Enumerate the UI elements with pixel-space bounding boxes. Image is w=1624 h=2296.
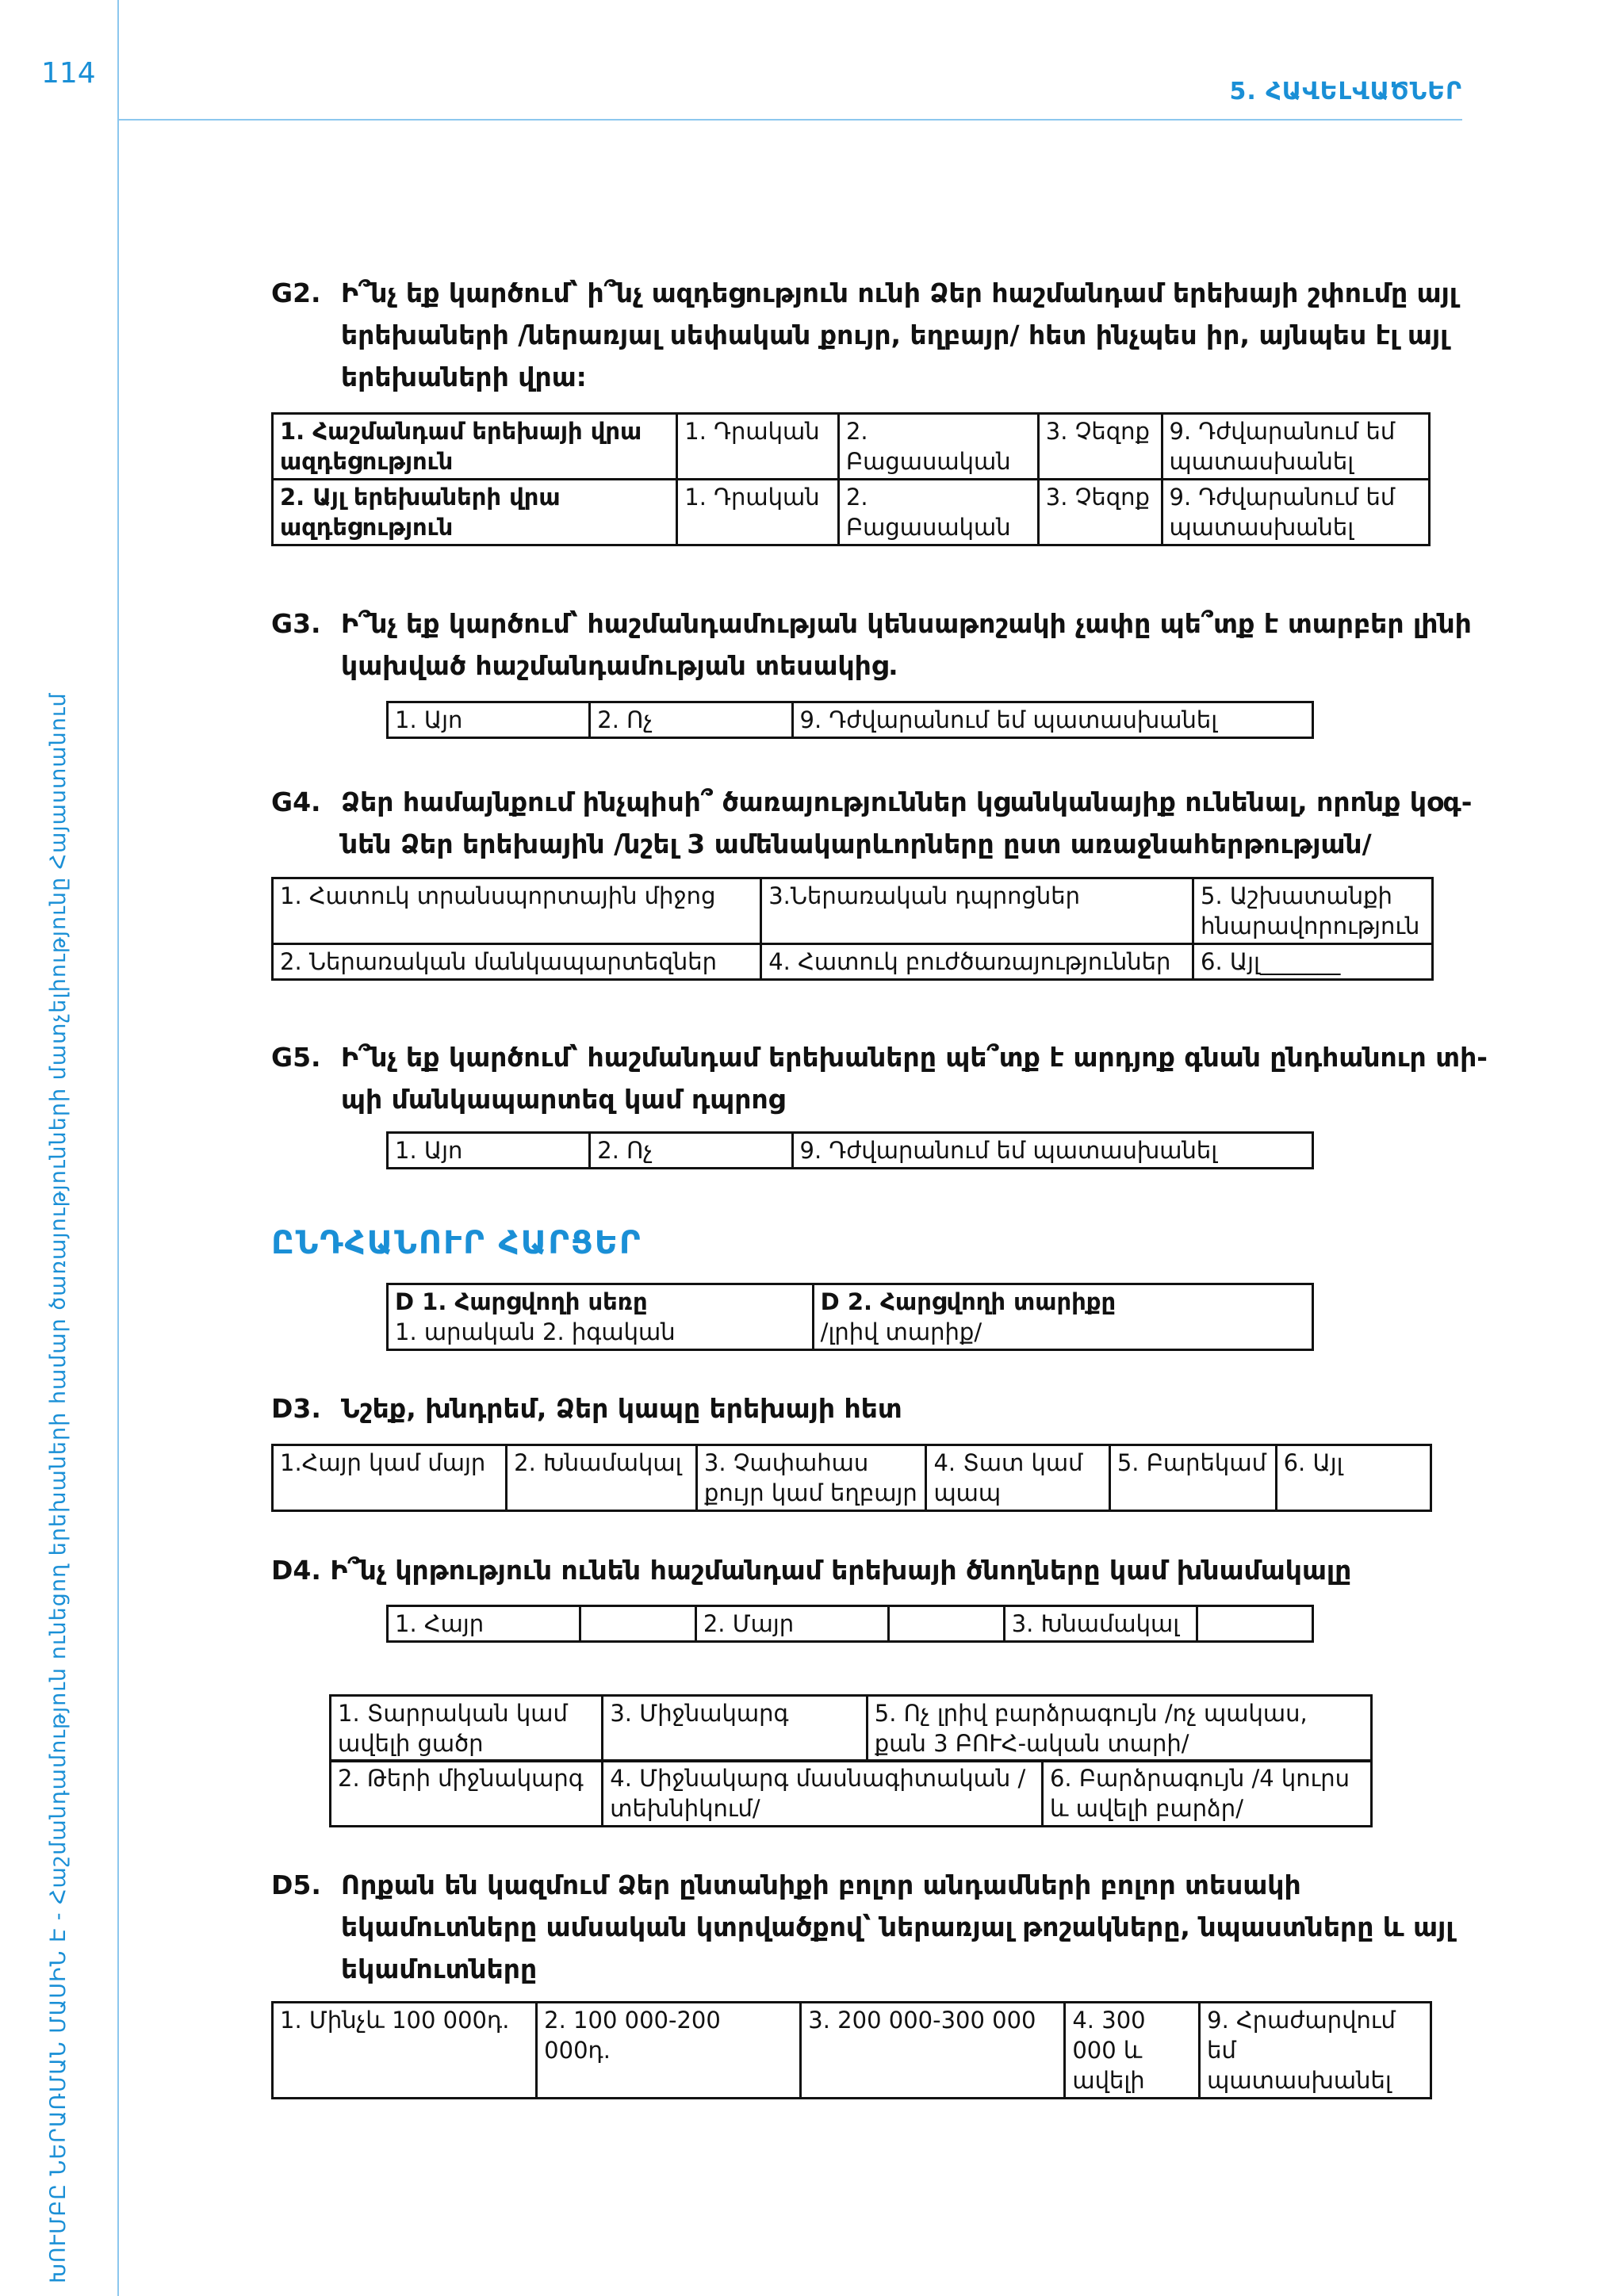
d1-cell [388,1284,814,1350]
answer-box[interactable] [889,1606,1004,1642]
question-text: Նշեք, խնդրեմ, Ձեր կապը երեխայի հետ [341,1393,902,1424]
question-number: G3. [271,608,321,639]
answer-option[interactable]: 3. Չեզոք [1038,480,1162,545]
answer-option[interactable]: 3. Չափահաս քույր կամ եղբայր [696,1445,926,1511]
table-g2 [271,412,1431,546]
table-row [273,480,1430,545]
answer-option[interactable]: 3. 200 000-300 000 [801,2003,1065,2099]
answer-option[interactable]: 2. Բացասական [838,480,1038,545]
d1-title: D 1. Հարցվողի սեռը [395,1288,648,1315]
table-d5 [271,2001,1432,2099]
answer-option[interactable]: 1. Դրական [677,480,839,545]
answer-option[interactable]: 3.Ներառական դպրոցներ [761,878,1193,944]
answer-box[interactable] [1197,1606,1313,1642]
answer-option[interactable]: 5. Ոչ լրիվ բարձրագույն /ոչ պակաս, քան 3 ԲՈՒՀ-ական տարի/ [867,1696,1371,1762]
question-g4 [271,781,1499,865]
general-questions-heading: ԸՆԴՀԱՆՈՒՐ ՀԱՐՑԵՐ [271,1225,642,1261]
table-row [273,878,1433,944]
table-row [331,1696,1372,1762]
table-row [273,414,1430,480]
answer-option[interactable]: 2. Ներառական մանկապարտեզներ [273,944,761,980]
table-g3 [386,701,1314,739]
answer-option[interactable]: 1. Տարրական կամ ավելի ցածր [331,1696,603,1762]
answer-option[interactable]: 2. Խնամակալ [507,1445,697,1511]
person-label: 3. Խնամակալ [1004,1606,1197,1642]
question-number: D5. [271,1869,321,1900]
table-d3 [271,1444,1432,1512]
question-d5 [271,1864,1499,1990]
table-g5 [386,1131,1314,1169]
side-running-title: ԽՈՒՄԲԸ ՆԵՐԱՌՄԱՆ ՄԱՍԻՆ Է - Հաշմանդամություն ունեցող երեխաների համար ծառայությունների մատչելիությունը Հայաստանում [46,692,71,2283]
table-row [273,1445,1431,1511]
page-number: 114 [41,57,96,90]
question-text: Ի՞նչ եք կարծում՝ հաշմանդամ երեխաները պե՞տք է արդյոք գնան ընդհանուր տի- պի մանկապարտեզ կամ դպրոց [341,1042,1488,1115]
person-label: 2. Մայր [695,1606,888,1642]
d2-options[interactable]: /լրիվ տարիք/ [820,1318,982,1345]
table-d4-levels-row2 [329,1759,1373,1827]
answer-option[interactable]: 4. Միջնակարգ մասնագիտական /տեխնիկում/ [603,1761,1043,1827]
answer-option[interactable]: 4. 300 000 և ավելի [1065,2003,1200,2099]
table-cell: 1. Հաշմանդամ երեխայի վրա ազդեցություն [273,414,677,480]
table-row [273,2003,1431,2099]
answer-option[interactable]: 2. Թերի միջնակարգ [331,1761,603,1827]
answer-option[interactable]: 4. Հատուկ բուժծառայություններ [761,944,1193,980]
answer-option[interactable]: 9. Դժվարանում եմ պատասխանել [1162,414,1430,480]
table-d1-d2 [386,1283,1314,1351]
answer-option[interactable]: 2. Բացասական [838,414,1038,480]
answer-option[interactable]: 1.Հայր կամ մայր [273,1445,507,1511]
section-header: 5. ՀԱՎԵԼՎԱԾՆԵՐ [1229,78,1462,105]
d1-options[interactable]: 1. արական 2. իգական [395,1318,676,1345]
answer-option[interactable]: 3. Չեզոք [1038,414,1162,480]
answer-option[interactable]: 9. Դժվարանում եմ պատասխանել [792,1133,1313,1169]
table-row [331,1761,1372,1827]
answer-option[interactable]: 6. Բարձրագույն /4 կուրս և ավելի բարձր/ [1042,1761,1371,1827]
table-row [388,702,1313,738]
answer-option[interactable]: 3. Միջնակարգ [603,1696,867,1762]
question-d3 [271,1387,1499,1429]
left-margin-rule [117,0,119,2296]
d2-title: D 2. Հարցվողի տարիքը [820,1288,1116,1315]
answer-option[interactable]: 2. 100 000-200 000դ. [537,2003,801,2099]
question-g2 [271,272,1499,398]
answer-option[interactable]: 5. Բարեկամ [1109,1445,1276,1511]
question-number: D3. [271,1393,321,1424]
answer-option[interactable]: 6. Այլ [1276,1445,1431,1511]
answer-option[interactable]: 4. Տատ կամ պապ [926,1445,1109,1511]
question-text: D4. Ի՞նչ կրթություն ունեն հաշմանդամ երեխայի ծնողները կամ խնամակալը [271,1555,1352,1586]
d2-cell [813,1284,1312,1350]
table-g4 [271,877,1434,981]
header-rule [117,119,1462,121]
table-row [388,1606,1313,1642]
answer-option[interactable]: 6. Այլ_______ [1193,944,1433,980]
table-row [273,944,1433,980]
person-label: 1. Հայր [388,1606,580,1642]
answer-option[interactable]: 1. Մինչև 100 000դ. [273,2003,537,2099]
answer-option[interactable]: 9. Դժվարանում եմ պատասխանել [792,702,1313,738]
answer-option[interactable]: 1. Դրական [677,414,839,480]
table-row [388,1133,1313,1169]
table-cell: 2. Այլ երեխաների վրա ազդեցություն [273,480,677,545]
answer-option[interactable]: 1. Հատուկ տրանսպորտային միջոց [273,878,761,944]
answer-option[interactable]: 2. Ոչ [590,702,792,738]
question-g5 [271,1036,1499,1120]
question-text: Ձեր համայնքում ինչպիսի՞ ծառայություններ կցանկանայիք ունենալ, որոնք կօգ- նեն Ձեր երեխային /նշել 3 ամենակարևորները ըստ առաջնահերթության/ [341,786,1473,859]
table-d4-persons [386,1605,1314,1643]
answer-option[interactable]: 2. Ոչ [590,1133,792,1169]
answer-option[interactable]: 5. Աշխատանքի հնարավորություն [1193,878,1433,944]
question-text: Որքան են կազմում Ձեր ընտանիքի բոլոր անդամների բոլոր տեսակի եկամուտները ամսական կտրվածքով՝ ներառյալ թոշակները, նպաստները և այլ եկամուտները [341,1869,1454,1984]
question-number: G5. [271,1042,321,1073]
question-text: Ի՞նչ եք կարծում՝ ի՞նչ ազդեցություն ունի Ձեր հաշմանդամ երեխայի շփումը այլ երեխաների /ներառյալ սեփական քույր, եղբայր/ հետ ինչպես իր, այնպես էլ այլ երեխաների վրա: [341,277,1457,392]
question-text: Ի՞նչ եք կարծում՝ հաշմանդամության կենսաթոշակի չափը պե՞տք է տարբեր լինի կախված հաշմանդամության տեսակից. [341,608,1472,681]
answer-option[interactable]: 9. Հրաժարվում եմ պատասխանել [1200,2003,1431,2099]
question-number: G2. [271,277,321,308]
question-number: G4. [271,786,321,817]
table-d4-levels-row1 [329,1694,1373,1762]
answer-option[interactable]: 9. Դժվարանում եմ պատասխանել [1162,480,1430,545]
answer-box[interactable] [580,1606,695,1642]
answer-option[interactable]: 1. Այո [388,702,590,738]
table-row [388,1284,1313,1350]
question-g3 [271,603,1499,687]
question-d4 [271,1549,1461,1591]
answer-option[interactable]: 1. Այո [388,1133,590,1169]
